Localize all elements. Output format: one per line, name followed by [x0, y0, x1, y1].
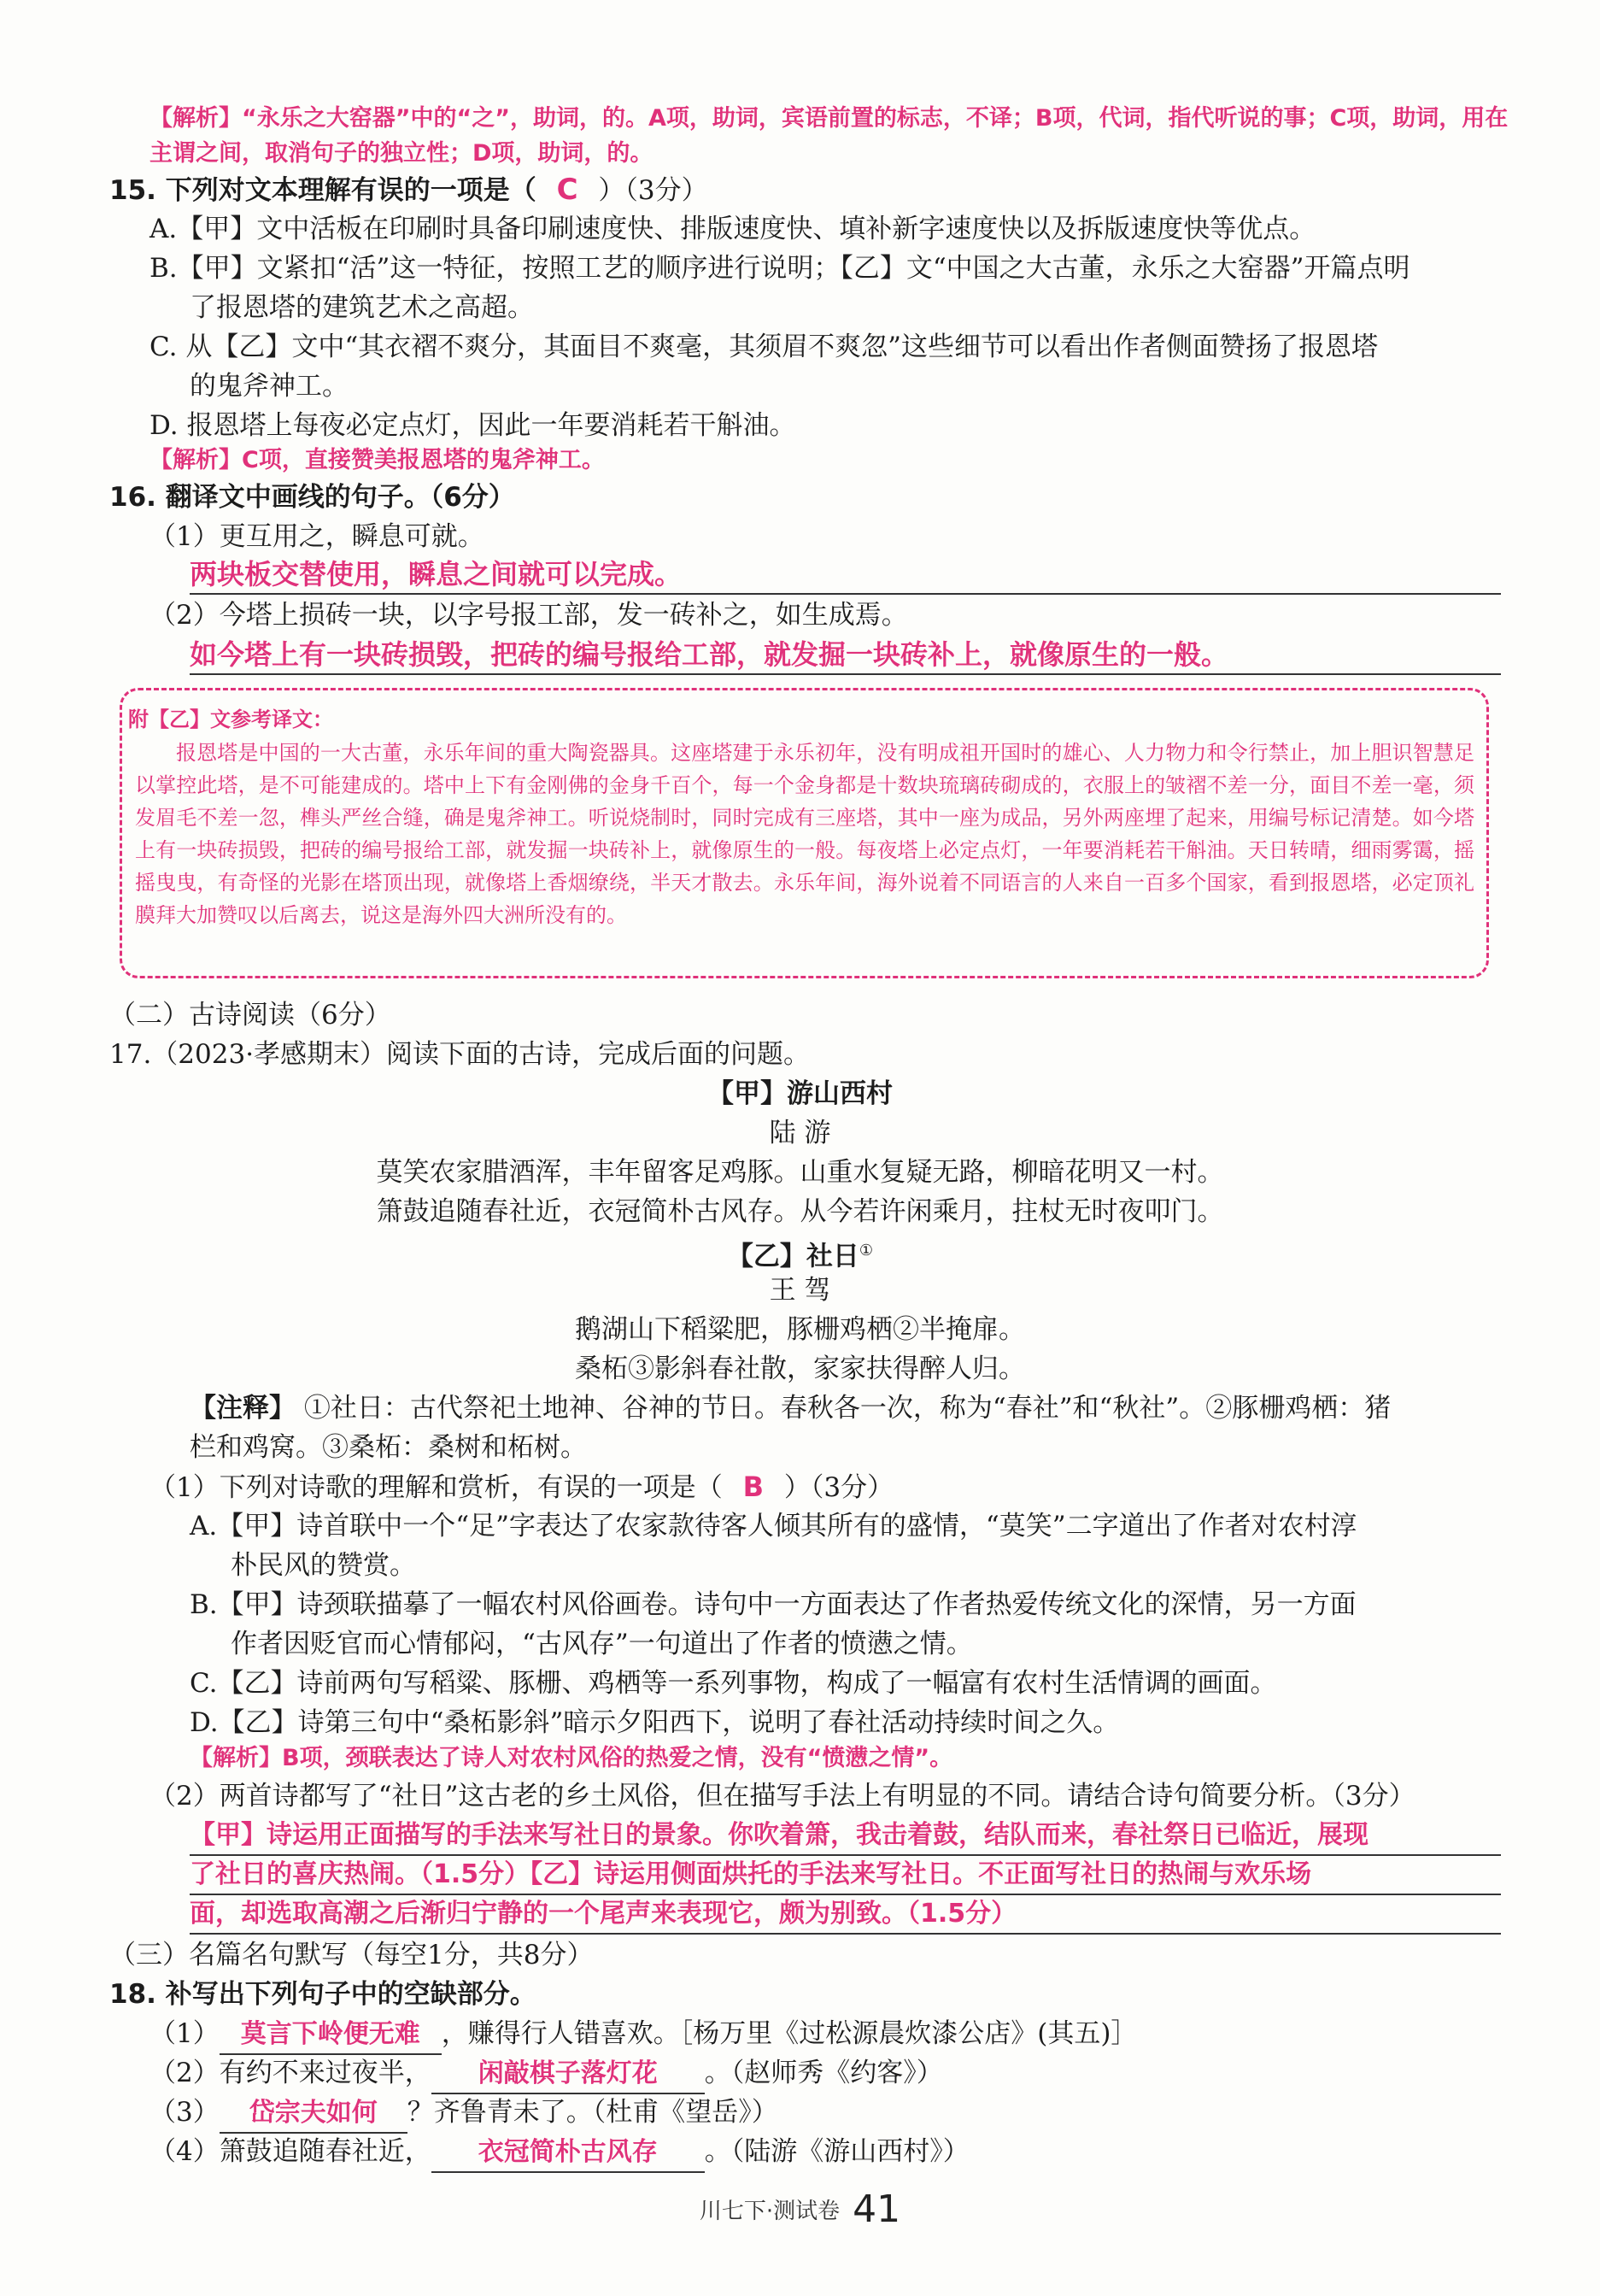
note-text1: ①社日：古代祭祀土地神、谷神的节日。春秋各一次，称为“春社”和“秋社”。②豚栅鸡栖：猪	[303, 1393, 1392, 1424]
q16-sentence1: （1）更互用之，瞬息可就。	[149, 521, 484, 552]
section2-heading: （二）古诗阅读（6分）	[109, 1000, 391, 1031]
q17-option-b-cont: 作者因贬官而心情郁闷，“古风存”一句道出了作者的愤懑之情。	[231, 1629, 973, 1659]
q18-item3-pre: （3）	[149, 2097, 220, 2128]
q18-item3-answer: 岱宗夫如何	[220, 2094, 407, 2134]
q15-option-b-cont: 了报恩塔的建筑艺术之高超。	[190, 292, 534, 323]
poem2-note-mark: ①	[859, 1242, 874, 1260]
q17-sub1-stem-text: （1）下列对诗歌的理解和赏析，有误的一项是（	[149, 1472, 723, 1503]
q15-stem-text: 15. 下列对文本理解有误的一项是（	[109, 175, 536, 206]
q15-score: ）（3分）	[598, 175, 708, 206]
note-line1	[190, 1389, 1391, 1427]
q17-option-a: A.【甲】诗首联中一个“足”字表达了农家款待客人倾其所有的盛情，“莫笑”二字道出了作者对农村淳	[190, 1511, 1357, 1541]
q15-option-c-cont: 的鬼斧神工。	[190, 371, 349, 402]
q18-item3	[149, 2093, 778, 2134]
q18-item1-answer: 莫言下岭便无难	[220, 2016, 442, 2055]
q17-sub1-answer: B	[742, 1471, 764, 1503]
q16-stem: 16. 翻译文中画线的句子。（6分）	[109, 482, 515, 513]
q17-sub2-answer3: 面，却选取高潮之后渐归宁静的一个尾声来表现它，颇为别致。（1.5分）	[190, 1895, 1501, 1935]
note-line2: 栏和鸡窝。③桑柘：桑树和柘树。	[190, 1432, 587, 1463]
page-footer	[0, 2187, 1600, 2231]
q18-item4	[149, 2133, 970, 2173]
q15-option-b: B.【甲】文紧扣“活”这一特征，按照工艺的顺序进行说明；【乙】文“中国之大古董，永乐之大窑器”开篇点明	[149, 253, 1410, 284]
q16-sentence2: （2）今塔上损砖一块，以字号报工部，发一砖补之，如生成焉。	[149, 600, 908, 631]
q16-answer2: 如今塔上有一块砖损毁，把砖的编号报给工部，就发掘一块砖补上，就像原生的一般。	[190, 636, 1501, 675]
poem1-line1: 莫笑农家腊酒浑，丰年留客足鸡豚。山重水复疑无路，柳暗花明又一村。	[376, 1157, 1224, 1188]
footer-label: 川七下·测试卷	[699, 2199, 841, 2224]
poem1-line2: 箫鼓追随春社近，衣冠简朴古风存。从今若许闲乘月，拄杖无时夜叩门。	[376, 1196, 1224, 1227]
q18-item4-pre: （4）箫鼓追随春社近，	[149, 2136, 431, 2167]
q18-item4-answer: 衣冠简朴古风存	[431, 2134, 705, 2173]
poem2-line2: 桑柘③影斜春社散，家家扶得醉人归。	[575, 1354, 1025, 1384]
reference-title: 附【乙】文参考译文：	[128, 708, 333, 731]
poem2-title: 【乙】社日	[726, 1241, 859, 1272]
reference-text: 报恩塔是中国的一大古董，永乐年间的重大陶瓷器具。这座塔建于永乐初年，没有明成祖开国时的雄心、人力物力和令行禁止，加上胆识智慧足以掌控此塔，是不可能建成的。塔中上下有金刚佛的金身千百个，每一个金身都是十数块琉璃砖砌成的，衣服上的皱褶不差一分，面目不差一毫，须发眉毛不差一忽，榫头严丝合缝，确是鬼斧神工。听说烧制时，同时完成有三座塔，其中一座为成品，另外两座埋了起来，用编号标记清楚。如今塔上有一块砖损毁，把砖的编号报给工部，就发掘一块砖补上，就像原生的一般。每夜塔上必定点灯，一年要消耗若干斛油。天日转晴，细雨雾霭，摇摇曳曳，有奇怪的光影在塔顶出现，就像塔上香烟缭绕，半天才散去。永乐年间，海外说着不同语言的人来自一百多个国家，看到报恩塔，必定顶礼膜拜大加赞叹以后离去，说这是海外四大洲所没有的。	[135, 741, 1474, 927]
poem1-author: 陆 游	[769, 1118, 831, 1148]
note-label: 【注释】	[190, 1393, 296, 1424]
q18-item2-post: 。（赵师秀《约客》）	[704, 2058, 943, 2088]
q18-item3-post: ？齐鲁青未了。（杜甫《望岳》）	[407, 2097, 778, 2128]
q18-item2-pre: （2）有约不来过夜半，	[149, 2058, 431, 2088]
q17-option-a-cont: 朴民风的赞赏。	[231, 1550, 416, 1581]
q17-stem: 17.（2023·孝感期末）阅读下面的古诗，完成后面的问题。	[109, 1039, 811, 1070]
q18-item1	[149, 2015, 1137, 2055]
q18-item4-post: 。（陆游《游山西村》）	[704, 2136, 970, 2167]
q14-analysis-line2: 主谓之间，取消句子的独立性；D项，助词，的。	[149, 140, 653, 167]
page-number: 41	[853, 2187, 901, 2231]
q18-item1-post: ，赚得行人错喜欢。［杨万里《过松源晨炊漆公店》(其五)］	[441, 2018, 1138, 2049]
poem1-title: 【甲】游山西村	[707, 1078, 893, 1109]
q17-sub2-answer2: 了社日的喜庆热闹。（1.5分）【乙】诗运用侧面烘托的手法来写社日。不正面写社日的热闹与欢乐场	[190, 1856, 1501, 1895]
section3-heading: （三）名篇名句默写（每空1分，共8分）	[109, 1940, 594, 1970]
q17-option-d: D.【乙】诗第三句中“桑柘影斜”暗示夕阳西下，说明了春社活动持续时间之久。	[190, 1707, 1120, 1738]
q17-sub1-analysis: 【解析】B项，颈联表达了诗人对农村风俗的热爱之情，没有“愤懑之情”。	[190, 1745, 953, 1771]
q18-stem: 18. 补写出下列句子中的空缺部分。	[109, 1979, 536, 2010]
q14-analysis-line1: 【解析】“永乐之大窑器”中的“之”，助词，的。A项，助词，宾语前置的标志，不译；B项，代词，指代听说的事；C项，助词，用在	[149, 105, 1509, 132]
q18-item1-pre: （1）	[149, 2018, 220, 2049]
q15-stem	[109, 171, 708, 209]
poem2-author: 王 驾	[769, 1275, 831, 1306]
q15-option-a: A.【甲】文中活板在印刷时具备印刷速度快、排版速度快、填补新字速度快以及拆版速度快等优点。	[149, 214, 1316, 244]
q18-item2-answer: 闲敲棋子落灯花	[431, 2055, 705, 2094]
q17-sub2-answer1: 【甲】诗运用正面描写的手法来写社日的景象。你吹着箫，我击着鼓，结队而来，春社祭日已临近，展现	[190, 1817, 1501, 1856]
q17-sub2-stem: （2）两首诗都写了“社日”这古老的乡土风俗，但在描写手法上有明显的不同。请结合诗句简要分析。（3分）	[149, 1781, 1415, 1812]
q15-analysis: 【解析】C项，直接赞美报恩塔的鬼斧神工。	[149, 447, 605, 473]
q15-option-d: D. 报恩塔上每夜必定点灯，因此一年要消耗若干斛油。	[149, 410, 796, 441]
q16-answer1: 两块板交替使用，瞬息之间就可以完成。	[190, 555, 1501, 595]
q18-item2	[149, 2054, 943, 2094]
poem2-line1: 鹅湖山下稻粱肥，豚栅鸡栖②半掩扉。	[575, 1314, 1025, 1345]
q17-sub1-score: ）（3分）	[783, 1472, 894, 1503]
q15-answer: C	[556, 173, 578, 207]
poem2-title-row	[0, 1232, 1600, 1275]
q17-option-c: C.【乙】诗前两句写稻粱、豚栅、鸡栖等一系列事物，构成了一幅富有农村生活情调的画面。	[190, 1668, 1277, 1699]
q17-sub1-stem	[149, 1468, 894, 1506]
q15-option-c: C. 从【乙】文中“其衣褶不爽分，其面目不爽毫，其须眉不爽忽”这些细节可以看出作者侧面赞扬了报恩塔	[149, 332, 1379, 362]
q17-option-b: B.【甲】诗颈联描摹了一幅农村风俗画卷。诗句中一方面表达了作者热爱传统文化的深情，另一方面	[190, 1589, 1357, 1620]
